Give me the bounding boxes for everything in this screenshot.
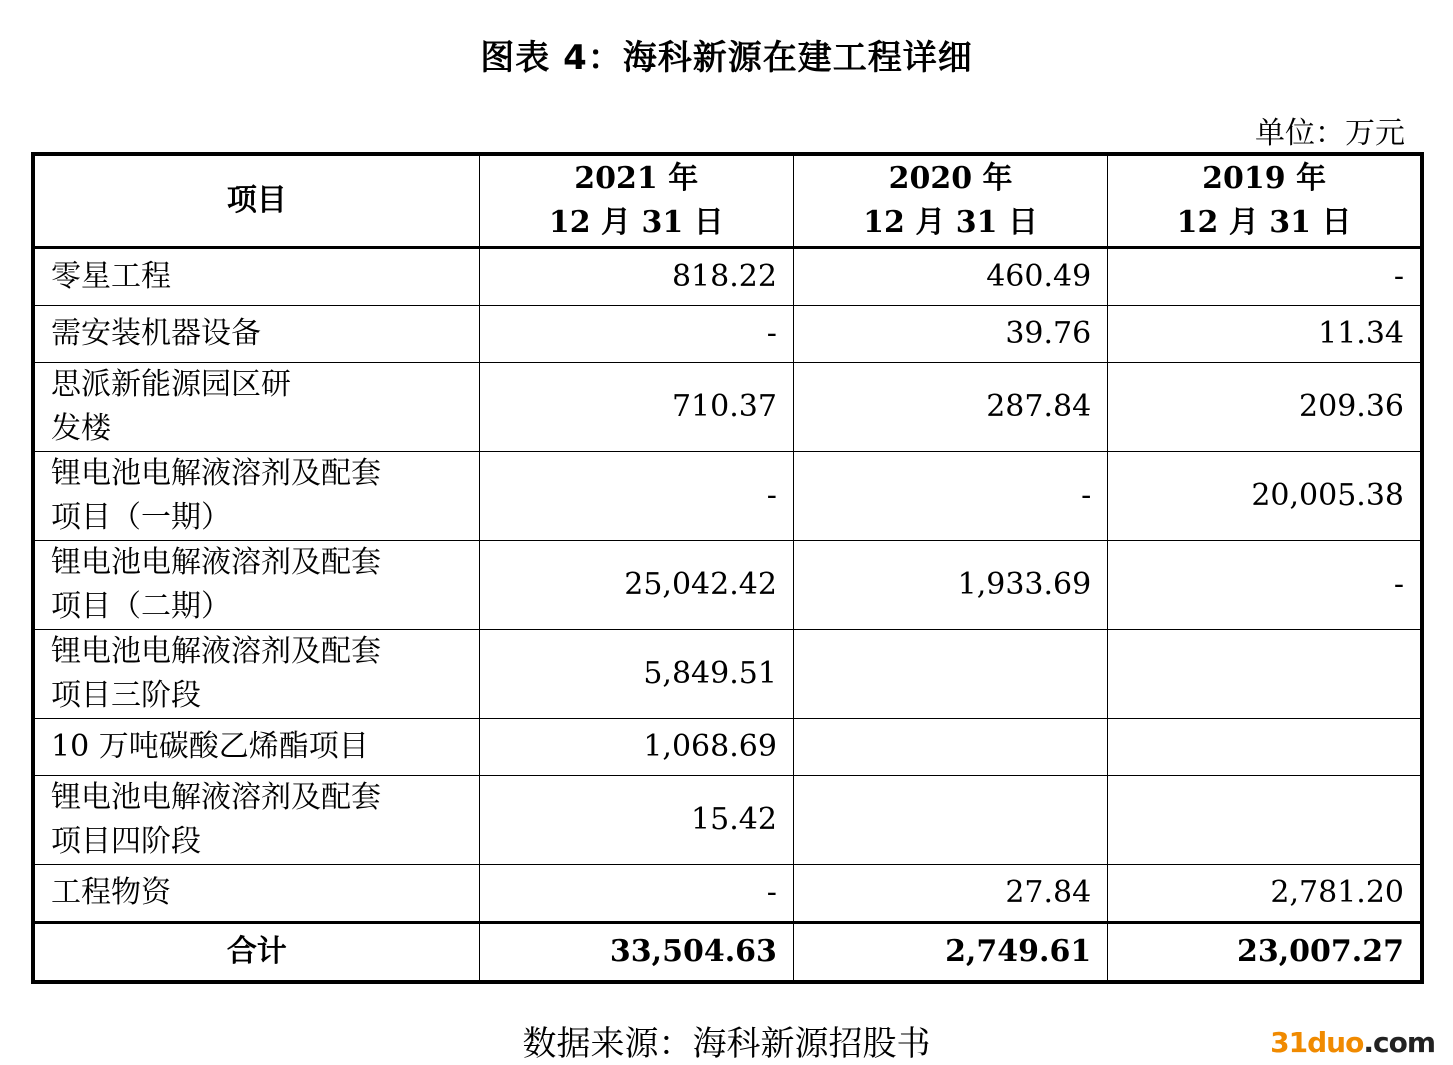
cell-2019: 20,005.38 (1108, 452, 1422, 541)
cell-2020: - (793, 452, 1107, 541)
row-name: 工程物资 (33, 865, 479, 923)
table-row (33, 452, 1422, 541)
table-row (33, 776, 1422, 865)
table-title: 图表 4：海科新源在建工程详细 (480, 38, 973, 78)
row-name: 锂电池电解液溶剂及配套 项目四阶段 (33, 776, 479, 865)
header-2019: 2019 年 12 月 31 日 (1108, 154, 1422, 248)
header-row (33, 154, 1422, 248)
total-label: 合计 (33, 923, 479, 983)
header-2021: 2021 年 12 月 31 日 (479, 154, 793, 248)
row-name: 思派新能源园区研 发楼 (33, 363, 479, 452)
cell-2020: 39.76 (793, 306, 1107, 363)
cell-2021: - (479, 452, 793, 541)
cell-2019: 2,781.20 (1108, 865, 1422, 923)
source-note: 数据来源：海科新源招股书 (522, 1024, 931, 1064)
row-name: 需安装机器设备 (33, 306, 479, 363)
cell-2021: - (479, 306, 793, 363)
cell-2019 (1108, 630, 1422, 719)
cell-2021: 818.22 (479, 248, 793, 306)
total-2021: 33,504.63 (479, 923, 793, 983)
table-row (33, 248, 1422, 306)
cell-2021: 15.42 (479, 776, 793, 865)
cell-2020 (793, 719, 1107, 776)
row-name: 10 万吨碳酸乙烯酯项目 (33, 719, 479, 776)
header-item: 项目 (33, 154, 479, 248)
cell-2019: 11.34 (1108, 306, 1422, 363)
cell-2019: - (1108, 248, 1422, 306)
row-name: 锂电池电解液溶剂及配套 项目（一期） (33, 452, 479, 541)
row-name: 锂电池电解液溶剂及配套 项目（二期） (33, 541, 479, 630)
cell-2020 (793, 776, 1107, 865)
cell-2021: 1,068.69 (479, 719, 793, 776)
cell-2020: 460.49 (793, 248, 1107, 306)
total-2019: 23,007.27 (1108, 923, 1422, 983)
cell-2021: 25,042.42 (479, 541, 793, 630)
cell-2019 (1108, 719, 1422, 776)
row-name: 锂电池电解液溶剂及配套 项目三阶段 (33, 630, 479, 719)
header-2020: 2020 年 12 月 31 日 (793, 154, 1107, 248)
unit-label: 单位：万元 (1255, 116, 1405, 151)
cell-2020: 1,933.69 (793, 541, 1107, 630)
cell-2020: 287.84 (793, 363, 1107, 452)
row-name: 零星工程 (33, 248, 479, 306)
cell-2019: - (1108, 541, 1422, 630)
watermark-logo (1270, 1026, 1435, 1059)
table-row (33, 630, 1422, 719)
table-row (33, 541, 1422, 630)
watermark-part2: .com (1363, 1026, 1435, 1059)
cell-2021: - (479, 865, 793, 923)
total-row (33, 923, 1422, 983)
cell-2021: 710.37 (479, 363, 793, 452)
total-2020: 2,749.61 (793, 923, 1107, 983)
watermark-part1: 31duo (1270, 1026, 1364, 1059)
cell-2020 (793, 630, 1107, 719)
table-row (33, 306, 1422, 363)
cell-2019 (1108, 776, 1422, 865)
cell-2020: 27.84 (793, 865, 1107, 923)
table-row (33, 363, 1422, 452)
table-row (33, 719, 1422, 776)
cell-2019: 209.36 (1108, 363, 1422, 452)
table-row (33, 865, 1422, 923)
cell-2021: 5,849.51 (479, 630, 793, 719)
construction-table (31, 152, 1424, 984)
